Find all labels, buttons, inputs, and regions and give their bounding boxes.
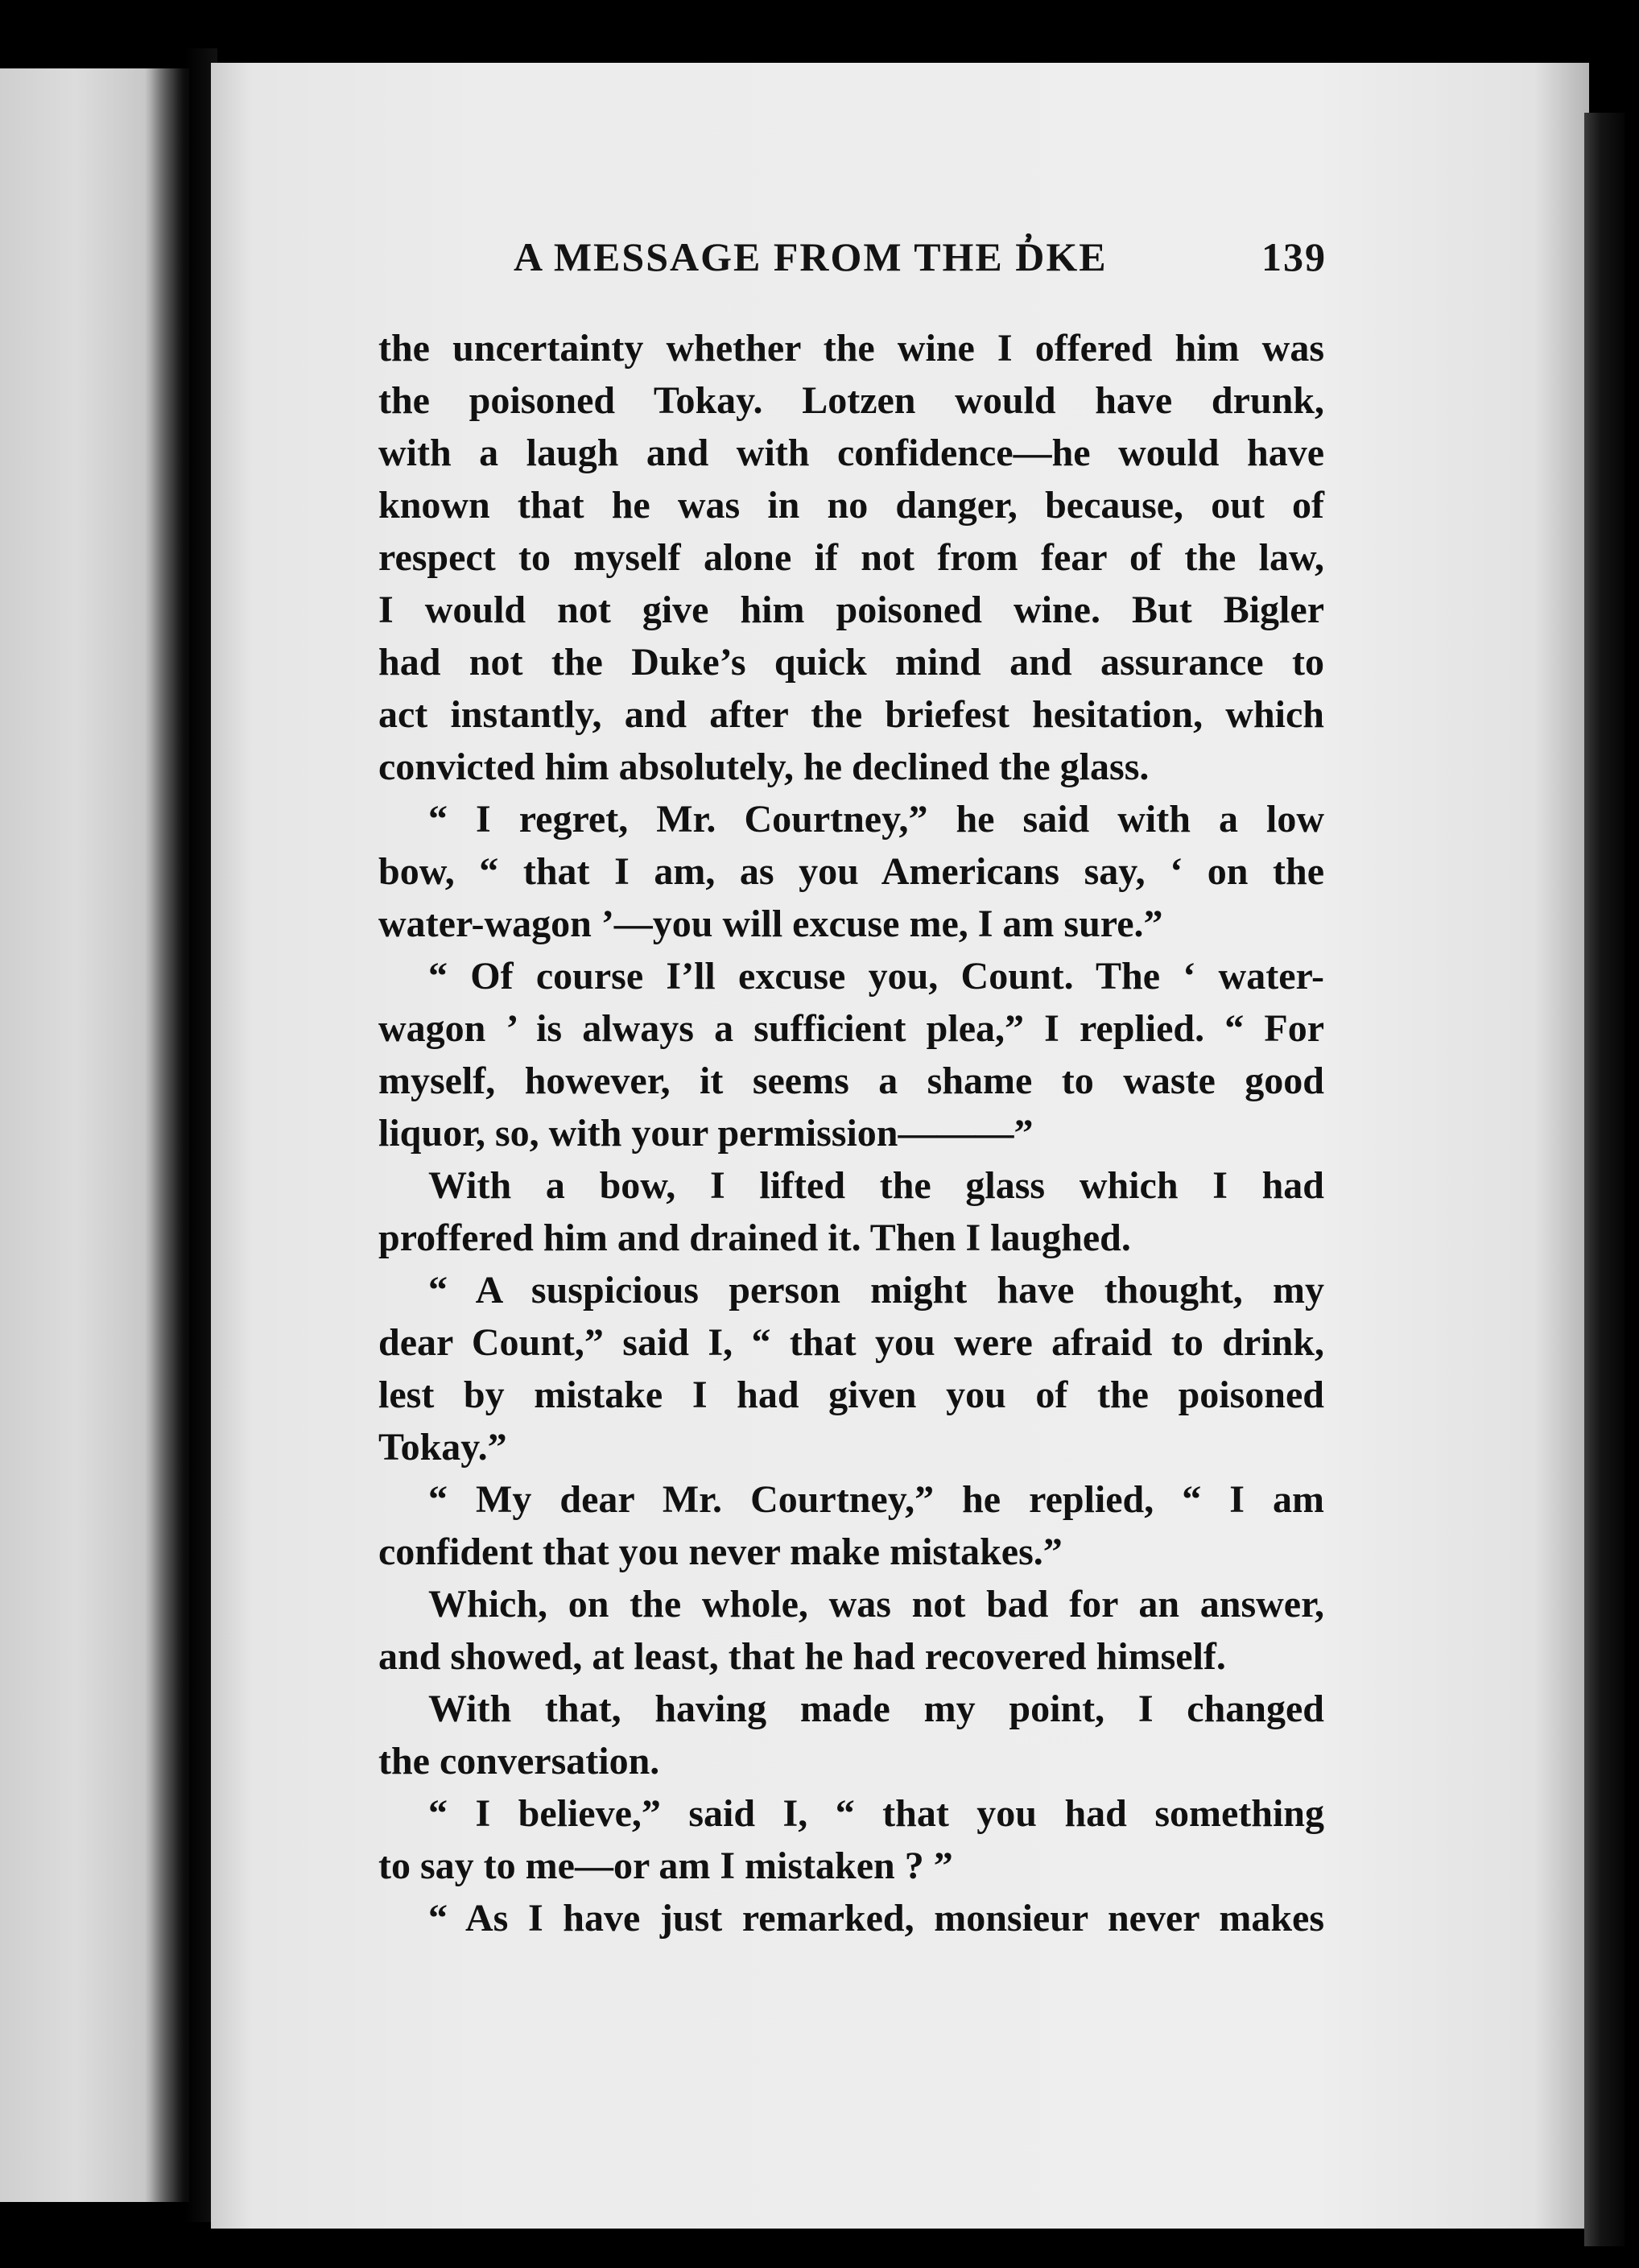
text-line: and showed, at least, that he had recovered himself. [378, 1635, 1226, 1678]
text-line: proffered him and drained it. Then I laughed. [378, 1217, 1131, 1259]
text-line: myself, however, it seems a shame to waste good [378, 1060, 1324, 1102]
text-line: with a laugh and with confidence—he would have [378, 432, 1324, 474]
text-line: With that, having made my point, I changed [428, 1688, 1324, 1730]
book-gutter-shadow [145, 48, 217, 2222]
body-text [378, 322, 1324, 1973]
text-line: “ As I have just remarked, monsieur never makes [428, 1897, 1324, 1940]
text-line: to say to me—or am I mistaken ? ” [378, 1845, 953, 1887]
text-line: With a bow, I lifted the glass which I had [428, 1164, 1324, 1207]
text-line: “ A suspicious person might have thought, my [428, 1269, 1324, 1312]
text-line: wagon ’ is always a sufficient plea,” I replied. “ For [378, 1007, 1324, 1050]
text-line: the poisoned Tokay. Lotzen would have drunk, [378, 379, 1324, 422]
text-line: “ I regret, Mr. Courtney,” he said with a low [428, 798, 1324, 841]
running-head-title: A MESSAGE FROM THE D̓̓͘KE [514, 234, 1108, 279]
page-edge-shadow [1584, 113, 1625, 2246]
text-line: water-wagon ’—you will excuse me, I am sure.” [378, 903, 1163, 945]
text-line: “ Of course I’ll excuse you, Count. The ‘ water- [428, 955, 1324, 998]
text-line: the uncertainty whether the wine I offered him was [378, 327, 1324, 370]
text-line: dear Count,” said I, “ that you were afraid to drink, [378, 1321, 1324, 1364]
running-head [514, 233, 1327, 298]
text-line: had not the Duke’s quick mind and assurance to [378, 641, 1324, 684]
text-line: act instantly, and after the briefest hesitation, which [378, 693, 1324, 736]
text-line: “ I believe,” said I, “ that you had something [428, 1792, 1324, 1835]
text-line: liquor, so, with your permission———” [378, 1112, 1034, 1155]
text-line: I would not give him poisoned wine. But Bigler [378, 589, 1324, 631]
text-line: known that he was in no danger, because, out of [378, 484, 1324, 527]
text-line: lest by mistake I had given you of the poisoned [378, 1374, 1324, 1416]
text-line: the conversation. [378, 1740, 660, 1783]
text-line: confident that you never make mistakes.” [378, 1531, 1063, 1573]
page-number: 139 [1261, 234, 1327, 279]
text-line: Tokay.” [378, 1426, 507, 1469]
text-line: bow, “ that I am, as you Americans say, ‘ on the [378, 850, 1324, 893]
text-line: Which, on the whole, was not bad for an answer, [428, 1583, 1324, 1626]
text-line: respect to myself alone if not from fear of the law, [378, 536, 1324, 579]
text-line: convicted him absolutely, he declined the glass. [378, 746, 1150, 788]
text-line: “ My dear Mr. Courtney,” he replied, “ I am [428, 1478, 1324, 1521]
